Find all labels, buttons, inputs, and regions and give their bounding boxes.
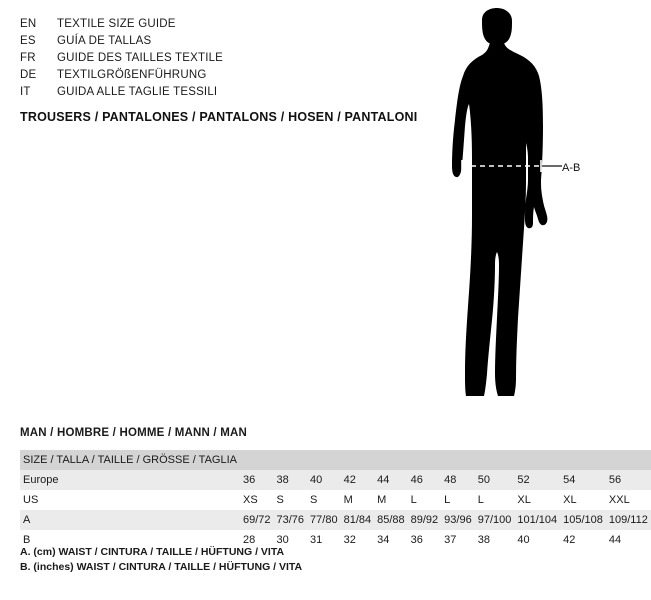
cell: 38 xyxy=(475,530,515,550)
row-label: Europe xyxy=(20,470,240,490)
size-table xyxy=(20,450,651,550)
cell: 109/112 xyxy=(606,510,651,530)
cell: 93/96 xyxy=(441,510,475,530)
row-label: B xyxy=(20,530,240,550)
cell: M xyxy=(341,490,375,510)
cell xyxy=(307,450,341,470)
cell xyxy=(560,450,606,470)
cell: 40 xyxy=(514,530,560,550)
cell: XL xyxy=(560,490,606,510)
cell xyxy=(475,450,515,470)
language-title: GUÍA DE TALLAS xyxy=(57,35,152,47)
language-header-block xyxy=(20,16,360,101)
cell: 36 xyxy=(240,470,274,490)
language-title: TEXTILGRÖßENFÜHRUNG xyxy=(57,69,207,81)
table-row xyxy=(20,470,651,490)
cell: S xyxy=(274,490,308,510)
row-label: SIZE / TALLA / TAILLE / GRÖSSE / TAGLIA xyxy=(20,450,240,470)
cell xyxy=(374,450,408,470)
cell: 28 xyxy=(240,530,274,550)
cell: 85/88 xyxy=(374,510,408,530)
language-title: GUIDE DES TAILLES TEXTILE xyxy=(57,52,224,64)
cell: 31 xyxy=(307,530,341,550)
measure-label-ab: A-B xyxy=(562,162,581,174)
cell: 32 xyxy=(341,530,375,550)
language-row xyxy=(20,33,360,50)
cell: 44 xyxy=(374,470,408,490)
language-row xyxy=(20,84,360,101)
cell: 50 xyxy=(475,470,515,490)
cell: L xyxy=(441,490,475,510)
cell: 42 xyxy=(560,530,606,550)
cell xyxy=(240,450,274,470)
cell xyxy=(514,450,560,470)
cell: 56 xyxy=(606,470,651,490)
language-code: ES xyxy=(20,35,36,47)
language-row xyxy=(20,50,360,67)
cell: 101/104 xyxy=(514,510,560,530)
cell: 46 xyxy=(408,470,442,490)
cell: 77/80 xyxy=(307,510,341,530)
cell: 38 xyxy=(274,470,308,490)
table-title: MAN / HOMBRE / HOMME / MANN / MAN xyxy=(20,427,248,439)
cell: 37 xyxy=(441,530,475,550)
language-code: FR xyxy=(20,52,36,64)
cell: 30 xyxy=(274,530,308,550)
cell: 44 xyxy=(606,530,651,550)
garment-type-title: TROUSERS / PANTALONES / PANTALONS / HOSEN / PANTALONI xyxy=(20,110,418,124)
cell xyxy=(341,450,375,470)
language-title: TEXTILE SIZE GUIDE xyxy=(57,18,176,30)
footnote-b: B. (inches) WAIST / CINTURA / TAILLE / HÜFTUNG / VITA xyxy=(20,561,303,573)
cell: 105/108 xyxy=(560,510,606,530)
table-row xyxy=(20,510,651,530)
language-code: EN xyxy=(20,18,37,30)
cell: 36 xyxy=(408,530,442,550)
cell: 42 xyxy=(341,470,375,490)
cell: 89/92 xyxy=(408,510,442,530)
table-row xyxy=(20,450,651,470)
cell xyxy=(408,450,442,470)
row-label: US xyxy=(20,490,240,510)
figure-illustration xyxy=(400,8,600,408)
man-silhouette-icon xyxy=(400,8,600,408)
cell xyxy=(274,450,308,470)
cell: 48 xyxy=(441,470,475,490)
language-title: GUIDA ALLE TAGLIE TESSILI xyxy=(57,86,218,98)
cell: 34 xyxy=(374,530,408,550)
footnote-a: A. (cm) WAIST / CINTURA / TAILLE / HÜFTUNG / VITA xyxy=(20,546,285,558)
language-code: DE xyxy=(20,69,37,81)
cell: 73/76 xyxy=(274,510,308,530)
cell: L xyxy=(408,490,442,510)
footnotes xyxy=(20,545,302,575)
cell: 54 xyxy=(560,470,606,490)
cell: XXL xyxy=(606,490,651,510)
language-row xyxy=(20,67,360,84)
cell: XL xyxy=(514,490,560,510)
language-row xyxy=(20,16,360,33)
cell: 81/84 xyxy=(341,510,375,530)
cell: XS xyxy=(240,490,274,510)
cell: 69/72 xyxy=(240,510,274,530)
language-code: IT xyxy=(20,86,31,98)
row-label: A xyxy=(20,510,240,530)
cell xyxy=(606,450,651,470)
table-row xyxy=(20,490,651,510)
cell: L xyxy=(475,490,515,510)
cell: 52 xyxy=(514,470,560,490)
cell xyxy=(441,450,475,470)
cell: S xyxy=(307,490,341,510)
cell: 97/100 xyxy=(475,510,515,530)
cell: 40 xyxy=(307,470,341,490)
cell: M xyxy=(374,490,408,510)
